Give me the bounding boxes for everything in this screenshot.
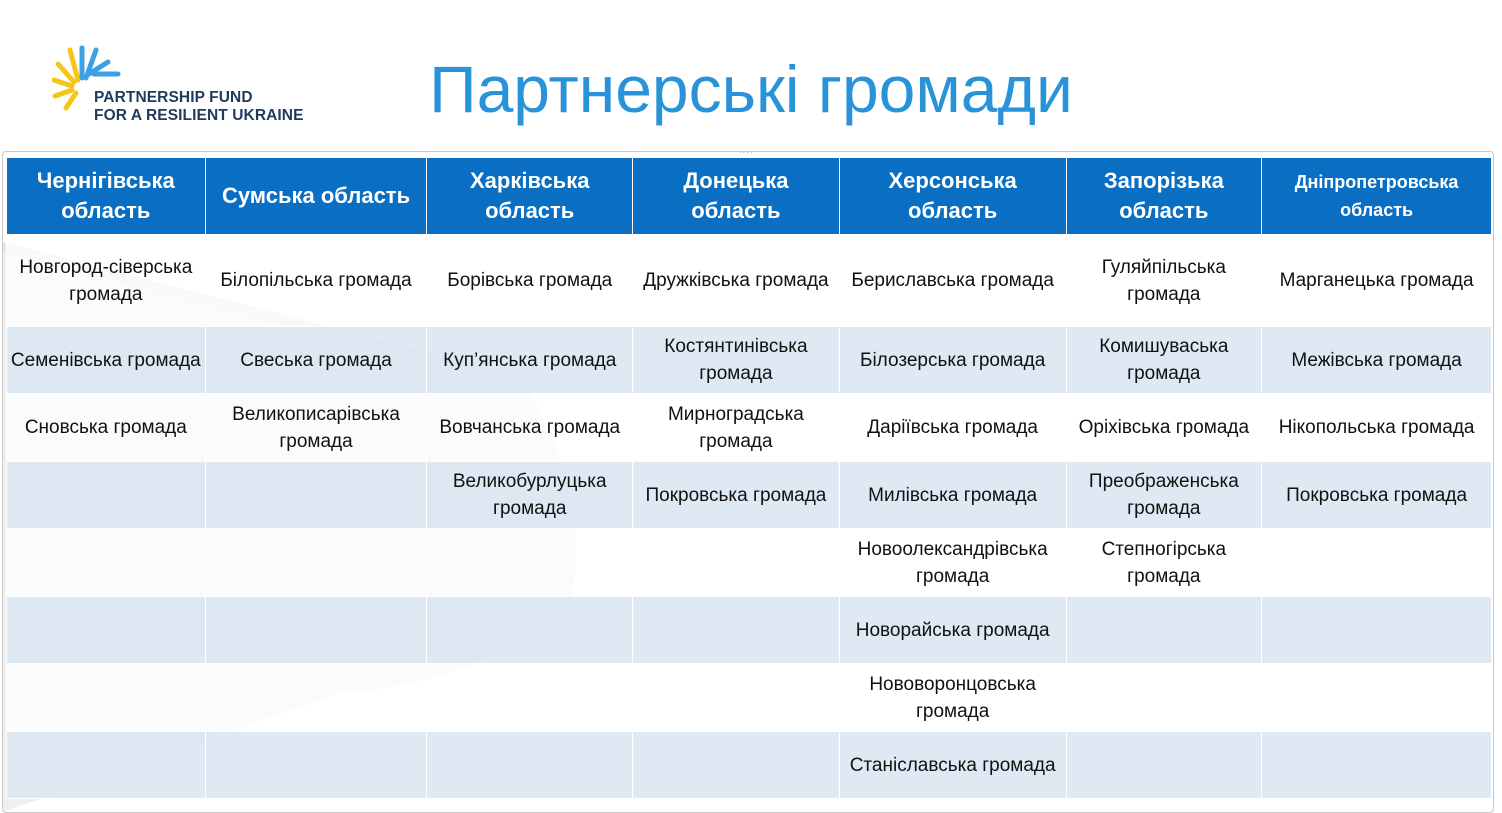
table-cell: Гуляйпільська громада — [1066, 235, 1262, 327]
table-cell — [205, 597, 427, 664]
table-cell: Вовчанська громада — [427, 394, 633, 462]
table-cell — [7, 664, 206, 732]
header-chernihiv: Чернігівська область — [7, 158, 206, 235]
table-cell — [205, 462, 427, 529]
header-kharkiv: Харківська область — [427, 158, 633, 235]
page-title: Партнерські громади — [429, 52, 1073, 126]
table-cell: Бериславська громада — [839, 235, 1066, 327]
table-row — [7, 235, 1492, 327]
table-cell — [633, 529, 840, 597]
table-cell: Покровська громада — [633, 462, 840, 529]
table-cell: Нікопольська громада — [1262, 394, 1492, 462]
table-row — [7, 732, 1492, 799]
table-cell — [427, 597, 633, 664]
table-cell — [7, 529, 206, 597]
table-cell: Мирноградська громада — [633, 394, 840, 462]
table-cell — [7, 597, 206, 664]
table-cell — [205, 732, 427, 799]
communities-table — [6, 157, 1492, 799]
table-cell — [633, 597, 840, 664]
table-cell: Комишуваська громада — [1066, 327, 1262, 394]
table-row — [7, 664, 1492, 732]
table-row — [7, 462, 1492, 529]
table-header-row — [7, 158, 1492, 235]
table-cell: Степногірська громада — [1066, 529, 1262, 597]
table-cell — [205, 664, 427, 732]
header-kherson: Херсонська область — [839, 158, 1066, 235]
table-cell — [7, 462, 206, 529]
table-cell — [205, 529, 427, 597]
table-cell — [1262, 732, 1492, 799]
table-cell — [1066, 732, 1262, 799]
table-cell — [1262, 529, 1492, 597]
table-cell: Семенівська громада — [7, 327, 206, 394]
resize-grip-icon: ···· — [739, 151, 754, 157]
table-cell: Великобурлуцька громада — [427, 462, 633, 529]
table-frame — [2, 151, 1494, 813]
table-cell — [1262, 597, 1492, 664]
table-cell: Новоолександрівська громада — [839, 529, 1066, 597]
table-cell: Дружківська громада — [633, 235, 840, 327]
table-cell: Милівська громада — [839, 462, 1066, 529]
table-cell: Марганецька громада — [1262, 235, 1492, 327]
table-row — [7, 529, 1492, 597]
header-sumy: Сумська область — [205, 158, 427, 235]
header-dnipropetrovsk: Дніпропетровська область — [1262, 158, 1492, 235]
table-cell: Оріхівська громада — [1066, 394, 1262, 462]
table-row — [7, 327, 1492, 394]
header-zaporizhzhia: Запорізька область — [1066, 158, 1262, 235]
table-cell — [633, 664, 840, 732]
table-cell — [7, 732, 206, 799]
table-cell: Станіславська громада — [839, 732, 1066, 799]
table-cell: Костянтинівська громада — [633, 327, 840, 394]
table-cell: Білопільська громада — [205, 235, 427, 327]
table-cell: Білозерська громада — [839, 327, 1066, 394]
table-cell: Нововоронцовська громада — [839, 664, 1066, 732]
table-cell: Новгород-сіверська громада — [7, 235, 206, 327]
logo-line-2: FOR A RESILIENT UKRAINE — [94, 107, 304, 124]
table-cell — [633, 732, 840, 799]
table-cell: Даріївська громада — [839, 394, 1066, 462]
header-donetsk: Донецька область — [633, 158, 840, 235]
table-cell — [1066, 597, 1262, 664]
table-cell: Борівська громада — [427, 235, 633, 327]
table-cell — [1066, 664, 1262, 732]
table-cell: Великописарівська громада — [205, 394, 427, 462]
table-cell — [427, 529, 633, 597]
table-cell — [1262, 664, 1492, 732]
table-cell: Свеська громада — [205, 327, 427, 394]
table-cell — [427, 732, 633, 799]
table-cell: Новорайська громада — [839, 597, 1066, 664]
logo-line-1: PARTNERSHIP FUND — [94, 89, 253, 106]
table-cell: Межівська громада — [1262, 327, 1492, 394]
table-cell: Покровська громада — [1262, 462, 1492, 529]
table-cell — [427, 664, 633, 732]
table-cell: Сновська громада — [7, 394, 206, 462]
table-cell: Преображенська громада — [1066, 462, 1262, 529]
table-row — [7, 394, 1492, 462]
table-row — [7, 597, 1492, 664]
table-cell: Куп’янська громада — [427, 327, 633, 394]
